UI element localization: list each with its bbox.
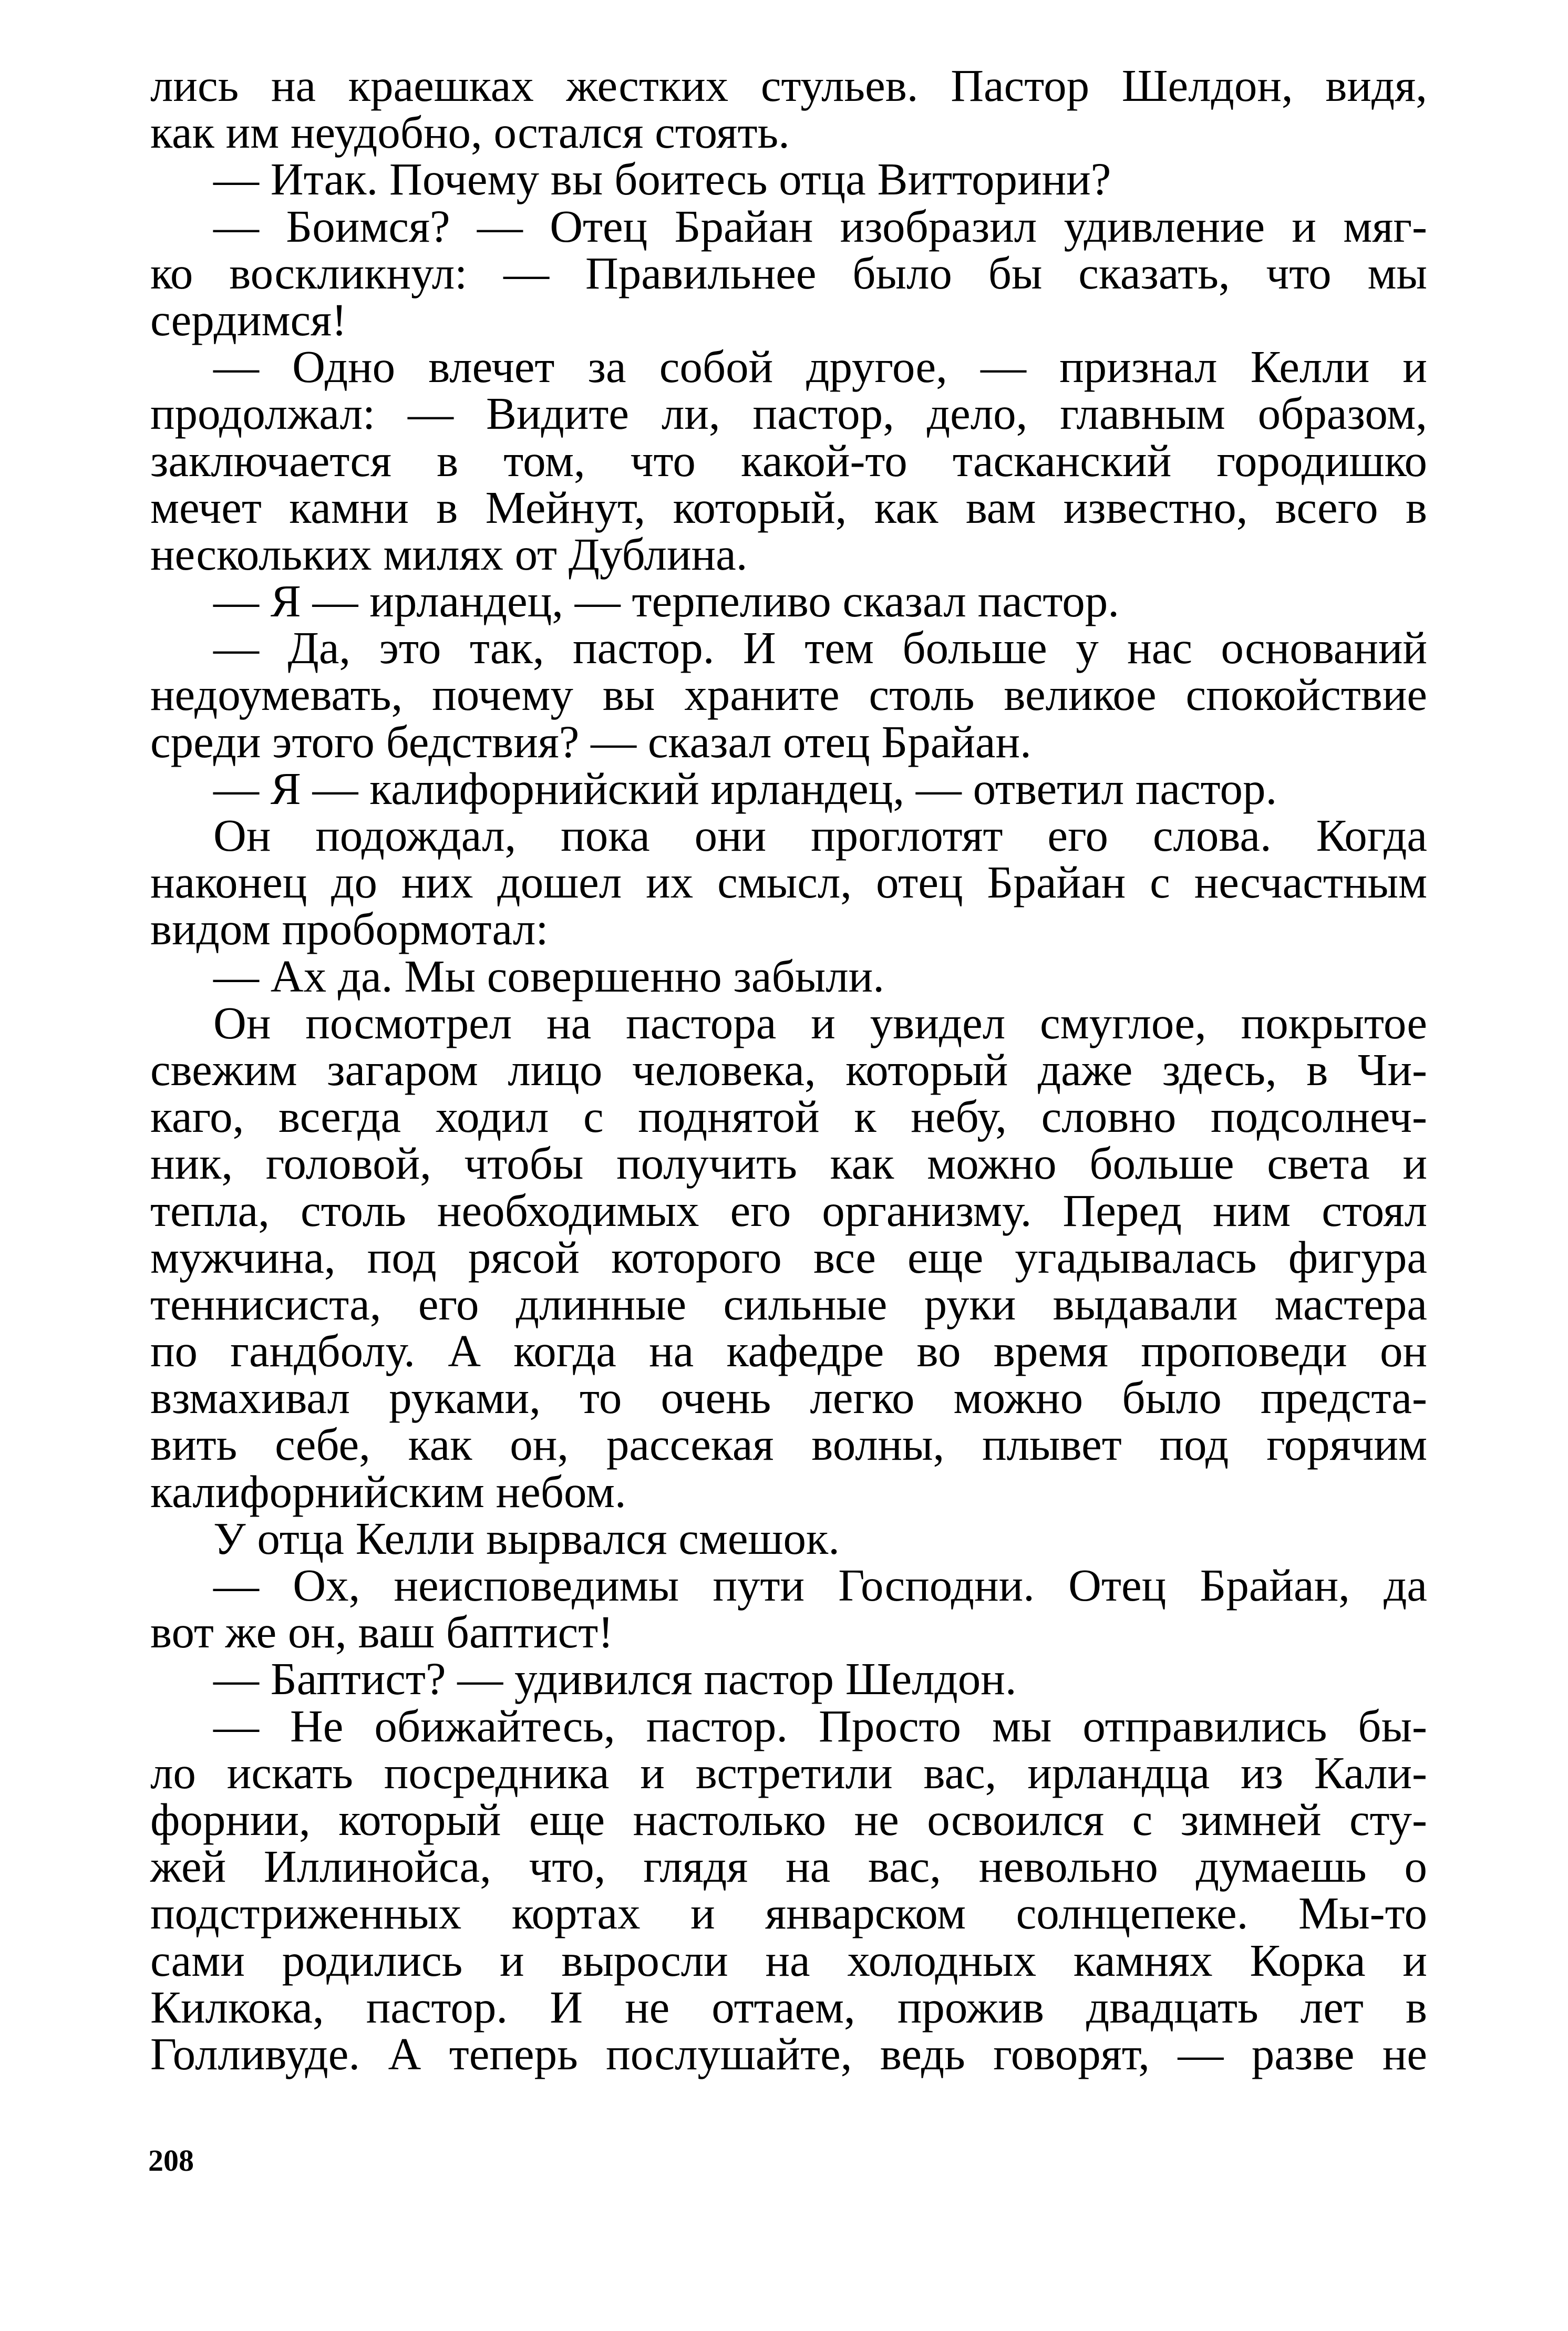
text-line: — Я — ирландец, — терпеливо сказал пастор. — [213, 575, 1119, 627]
text-line: ник, головой, чтобы получить как можно больше света и — [150, 1138, 1427, 1189]
text-line: мужчина, под рясой которого все еще угадывалась фигура — [150, 1231, 1427, 1283]
text-line: сами родились и выросли на холодных камнях Корка и — [150, 1934, 1427, 1986]
text-line: ко воскликнул: — Правильнее было бы сказать, что мы — [150, 247, 1427, 298]
text-line: — Ох, неисповедимы пути Господни. Отец Брайан, да — [213, 1560, 1427, 1611]
text-line: — Не обижайтесь, пастор. Просто мы отправились бы- — [213, 1700, 1427, 1751]
text-line: взмахивал руками, то очень легко можно было предста- — [150, 1372, 1427, 1424]
text-line: нескольких милях от Дублина. — [150, 528, 748, 580]
text-line: — Одно влечет за собой другое, — признал Келли и — [213, 341, 1427, 393]
text-line: подстриженных кортах и январском солнцепеке. Мы-то — [150, 1888, 1427, 1939]
text-line: Килкока, пастор. И не оттаем, прожив двадцать лет в — [150, 1981, 1427, 2033]
text-line: теннисиста, его длинные сильные руки выдавали мастера — [150, 1278, 1427, 1329]
text-line: среди этого бедствия? — сказал отец Брайан. — [150, 716, 1031, 767]
text-line: каго, всегда ходил с поднятой к небу, словно подсолнеч- — [150, 1091, 1427, 1142]
text-line: по гандболу. А когда на кафедре во время проповеди он — [150, 1325, 1427, 1377]
text-line: видом пробормотал: — [150, 903, 549, 955]
text-line: жей Иллинойса, что, глядя на вас, невольно думаешь о — [150, 1841, 1427, 1892]
text-line: тепла, столь необходимых его организму. Перед ним стоял — [150, 1184, 1427, 1236]
text-line: форнии, который еще настолько не освоился с зимней сту- — [150, 1793, 1427, 1845]
text-line: Он подождал, пока они проглотят его слова. Когда — [213, 810, 1427, 861]
text-line: как им неудобно, остался стоять. — [150, 107, 790, 158]
page-number: 208 — [148, 2143, 194, 2178]
text-line: вот же он, ваш баптист! — [150, 1606, 614, 1658]
text-line: калифорнийским небом. — [150, 1466, 626, 1517]
text-line: — Итак. Почему вы боитесь отца Витторини? — [213, 153, 1111, 205]
text-line: — Баптист? — удивился пастор Шелдон. — [213, 1653, 1017, 1705]
text-line: — Боимся? — Отец Брайан изобразил удивление и мяг- — [213, 200, 1427, 252]
text-line: — Я — калифорнийский ирландец, — ответил пастор. — [213, 762, 1277, 814]
text-line: — Да, это так, пастор. И тем больше у нас оснований — [213, 622, 1427, 674]
body-text — [150, 62, 1427, 2077]
text-line: продолжал: — Видите ли, пастор, дело, главным образом, — [150, 388, 1427, 439]
text-line: мечет камни в Мейнут, который, как вам известно, всего в — [150, 481, 1427, 533]
text-line: вить себе, как он, рассекая волны, плывет под горячим — [150, 1419, 1427, 1470]
text-line: — Ах да. Мы совершенно забыли. — [213, 950, 884, 1002]
text-line: Голливуде. А теперь послушайте, ведь говорят, — разве не — [150, 2028, 1427, 2079]
text-line: свежим загаром лицо человека, который даже здесь, в Чи- — [150, 1044, 1427, 1095]
text-line: Он посмотрел на пастора и увидел смуглое, покрытое — [213, 997, 1427, 1048]
text-line: У отца Келли вырвался смешок. — [213, 1512, 840, 1564]
text-line: ло искать посредника и встретили вас, ирландца из Кали- — [150, 1747, 1427, 1798]
text-line: наконец до них дошел их смысл, отец Брайан с несчастным — [150, 857, 1427, 908]
text-line: лись на краешках жестких стульев. Пастор Шелдон, видя, — [150, 60, 1427, 111]
text-line: заключается в том, что какой-то тасканский городишко — [150, 435, 1427, 486]
text-line: недоумевать, почему вы храните столь великое спокойствие — [150, 669, 1427, 720]
text-line: сердимся! — [150, 294, 347, 345]
